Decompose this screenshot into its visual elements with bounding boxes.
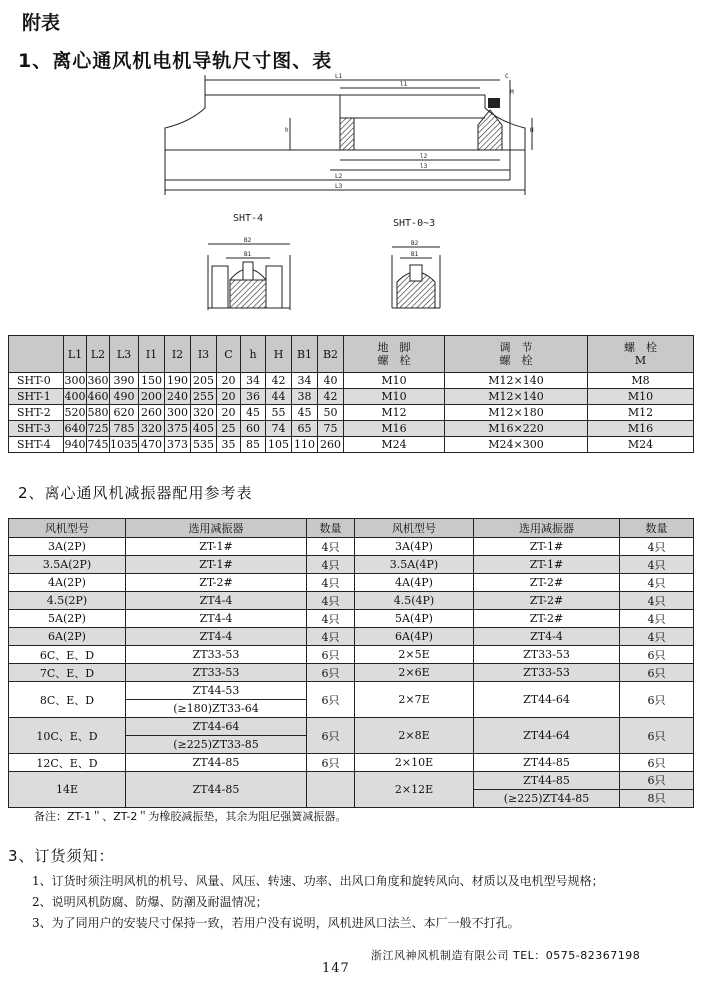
col-header: 风机型号 (9, 519, 126, 538)
table-cell: ZT33-53 (126, 664, 307, 682)
table-cell: ZT-2# (474, 592, 620, 610)
table-cell: 4只 (620, 592, 694, 610)
table-cell: SHT-0 (9, 373, 64, 389)
rail-dimension-drawing (0, 0, 705, 330)
table-cell: 8C、E、D (9, 682, 126, 718)
table-cell-line: (≥225)ZT44-85 (474, 789, 619, 807)
table-cell: 105 (266, 437, 292, 453)
table-cell: 6A(2P) (9, 628, 126, 646)
order-note: 1、订货时须注明风机的机号、风量、风压、转速、功率、出风口角度和旋转风向、材质以及电机型号规格； (32, 874, 604, 888)
table-cell: 4只 (307, 628, 355, 646)
table-cell: ZT-2# (474, 574, 620, 592)
table-row (9, 754, 694, 772)
table-cell: 300 (64, 374, 86, 387)
table-cell-line: (≥180)ZT33-64 (126, 699, 306, 717)
table-cell: SHT-4 (9, 437, 64, 453)
table-cell: M10 (344, 389, 445, 405)
section2-title: 2、离心通风机减振器配用参考表 (18, 484, 253, 502)
col-header: C (217, 336, 241, 373)
table-cell: ZT33-53 (474, 646, 620, 664)
table-cell: 6只 (620, 646, 694, 664)
table-cell: 320 (191, 405, 217, 421)
table-row (9, 718, 694, 754)
table-row (9, 373, 694, 389)
table-cell: 240 (165, 389, 191, 405)
table-cell: 6只 (620, 664, 694, 682)
view-label-sht0-3: SHT-0~3 (393, 218, 436, 229)
table-cell: 535 (191, 437, 217, 453)
order-note: 3、为了同用户的安装尺寸保持一致，若用户没有说明，风机进风口法兰、本厂一般不打孔。 (32, 916, 520, 930)
col-header (9, 336, 64, 373)
table-cell: 4只 (307, 610, 355, 628)
col-header: B1 (292, 336, 318, 373)
svg-text:L2: L2 (335, 173, 343, 180)
table-cell: 4只 (620, 628, 694, 646)
table-cell: 5A(2P) (9, 610, 126, 628)
table-cell: ZT44-64 (474, 718, 620, 754)
table-cell: 2×8E (355, 718, 474, 754)
table-row (9, 664, 694, 682)
table-cell: 3A(4P) (355, 538, 474, 556)
table-cell: SHT-3 (9, 421, 64, 437)
table-cell: 34 (292, 373, 318, 389)
table-cell: 7C、E、D (9, 664, 126, 682)
table-row (9, 592, 694, 610)
table-cell: M24 (344, 437, 445, 453)
table-cell: 55 (266, 405, 292, 421)
table-cell: ZT-2# (126, 574, 307, 592)
table-cell: 10C、E、D (9, 718, 126, 754)
table-row (9, 556, 694, 574)
col-header-bolt: 螺 栓 M (588, 336, 694, 373)
table-cell-line: 6只 (647, 774, 666, 787)
table-cell: ZT4-4 (126, 610, 307, 628)
table-cell: 12C、E、D (9, 754, 126, 772)
table-cell: 4只 (620, 574, 694, 592)
table-cell: 620 (110, 405, 139, 421)
table-cell: 4只 (307, 556, 355, 574)
table-cell: 6只 (620, 682, 694, 718)
table-cell: 50 (318, 405, 344, 421)
table-cell-line: ZT44-53 (192, 684, 240, 697)
table-cell: 2×6E (355, 664, 474, 682)
table-cell: 74 (266, 421, 292, 437)
table-cell: 205 (191, 373, 217, 389)
col-header: 选用减振器 (474, 519, 620, 538)
table-row (9, 389, 694, 405)
table-cell: 36 (241, 389, 266, 405)
table-cell: M16 (588, 421, 694, 437)
svg-text:l3: l3 (420, 163, 428, 170)
table-cell: 14E (9, 772, 126, 808)
table-cell: 6只 (307, 682, 355, 718)
rail-dimension-table (8, 335, 694, 453)
table-cell: M12 (588, 405, 694, 421)
table-row (9, 437, 694, 453)
section3-title: 3、订货须知： (8, 847, 115, 865)
col-header: I2 (165, 336, 191, 373)
table-cell: M10 (588, 389, 694, 405)
table-cell: SHT-2 (9, 405, 64, 421)
table-cell: 20 (217, 389, 241, 405)
damper-table (8, 518, 694, 808)
table-cell: M8 (588, 373, 694, 389)
table-row (9, 628, 694, 646)
table-cell: 580 (87, 406, 109, 419)
table-cell: 940 (64, 438, 86, 451)
table-cell: ZT44-85 (126, 754, 307, 772)
table-cell: 4只 (620, 610, 694, 628)
table-cell: 490 (110, 389, 139, 405)
col-header: I3 (191, 336, 217, 373)
col-header: 数量 (307, 519, 355, 538)
table-cell: 4只 (307, 538, 355, 556)
table-cell: ZT4-4 (126, 628, 307, 646)
table-cell: ZT-1# (126, 556, 307, 574)
table-cell: 85 (241, 437, 266, 453)
table-cell: 405 (191, 421, 217, 437)
table-cell: 785 (110, 421, 139, 437)
table-cell: 2×7E (355, 682, 474, 718)
table-cell-line: ZT44-64 (192, 720, 240, 733)
table-cell: 200 (139, 389, 165, 405)
view-label-sht4: SHT-4 (233, 213, 264, 224)
svg-text:B2: B2 (411, 240, 419, 247)
table-cell: 20 (217, 373, 241, 389)
note: 备注：ZT-1＂、ZT-2＂为橡胶减振垫，其余为阻尼强簧减振器。 (34, 810, 347, 823)
svg-text:C: C (505, 73, 509, 80)
table-row (9, 772, 694, 808)
col-header: L3 (110, 336, 139, 373)
table-cell: M16 (344, 421, 445, 437)
table-cell: 390 (110, 373, 139, 389)
table-cell: ZT44-85 (474, 754, 620, 772)
col-header: L2 (87, 336, 110, 373)
table-cell: 110 (292, 437, 318, 453)
table-cell-line: 8只 (620, 789, 693, 807)
svg-text:M: M (510, 89, 514, 96)
table-cell: 375 (165, 421, 191, 437)
svg-text:B1: B1 (411, 251, 419, 258)
table-cell (307, 772, 355, 808)
table-cell-split (474, 772, 620, 808)
table-cell: 4.5(4P) (355, 592, 474, 610)
table-cell: M24×300 (445, 437, 588, 453)
table-cell: M12×180 (445, 405, 588, 421)
table-cell: 6只 (307, 754, 355, 772)
table-cell: 4只 (620, 556, 694, 574)
table-cell: 6只 (620, 718, 694, 754)
footer-company: 浙江风神风机制造有限公司 TEL：0575-82367198 (371, 949, 641, 962)
table-cell: 38 (292, 389, 318, 405)
col-header: B2 (318, 336, 344, 373)
table-cell: 2×10E (355, 754, 474, 772)
table-cell: 44 (266, 389, 292, 405)
table-row (9, 646, 694, 664)
table-cell: 6只 (307, 664, 355, 682)
table-cell: ZT4-4 (474, 628, 620, 646)
table-cell: 1035 (110, 438, 138, 451)
table-cell: 2×5E (355, 646, 474, 664)
table-cell: 470 (139, 437, 165, 453)
table-cell: ZT-1# (474, 556, 620, 574)
table-cell: 260 (139, 405, 165, 421)
table-cell: M12×140 (445, 373, 588, 389)
svg-text:l2: l2 (420, 153, 428, 160)
table-cell: ZT33-53 (126, 646, 307, 664)
col-header: L1 (64, 336, 87, 373)
section1-title: 1、离心通风机电机导轨尺寸图、表 (18, 50, 333, 72)
col-header: 风机型号 (355, 519, 474, 538)
table-cell: 725 (87, 422, 109, 435)
svg-text:B1: B1 (244, 251, 252, 258)
col-header-adjust-bolt: 调 节 螺 栓 (445, 336, 588, 373)
col-header: H (266, 336, 292, 373)
table-cell: 320 (139, 421, 165, 437)
table-cell-line: ZT44-85 (523, 774, 570, 787)
svg-text:B2: B2 (244, 237, 252, 244)
table-cell: ZT4-4 (126, 592, 307, 610)
table-row (9, 610, 694, 628)
svg-text:l1: l1 (400, 81, 408, 88)
table-cell: 6C、E、D (9, 646, 126, 664)
table-cell: 400 (64, 390, 86, 403)
table-cell-split (126, 682, 307, 718)
svg-text:h: h (285, 127, 289, 134)
table-cell: 745 (87, 438, 109, 451)
table-cell: 255 (191, 389, 217, 405)
table-cell: 3.5A(2P) (9, 556, 126, 574)
table-cell-split (126, 718, 307, 754)
table-cell: 60 (241, 421, 266, 437)
table-cell: 45 (292, 405, 318, 421)
table-cell: 4A(2P) (9, 574, 126, 592)
table-cell: 190 (165, 373, 191, 389)
table-cell: M12 (344, 405, 445, 421)
table-cell: 42 (318, 389, 344, 405)
table-row (9, 682, 694, 718)
appendix-title: 附表 (22, 12, 61, 34)
table-cell: M12×140 (445, 389, 588, 405)
table-cell: ZT-1# (126, 538, 307, 556)
table-cell: 25 (217, 421, 241, 437)
table-cell: ZT33-53 (474, 664, 620, 682)
table-cell: SHT-1 (9, 389, 64, 405)
table-cell: 6只 (307, 718, 355, 754)
page-number: 147 (322, 961, 350, 976)
svg-text:L1: L1 (335, 73, 343, 80)
table-cell: 4只 (620, 538, 694, 556)
table-cell: ZT44-85 (126, 772, 307, 808)
table-cell: 3.5A(4P) (355, 556, 474, 574)
table-cell-line: (≥225)ZT33-85 (126, 735, 306, 753)
svg-text:L3: L3 (335, 183, 343, 190)
table-cell: 34 (241, 373, 266, 389)
table-cell: ZT44-64 (474, 682, 620, 718)
table-cell: 5A(4P) (355, 610, 474, 628)
table-cell: 260 (318, 437, 344, 453)
table-cell: 6只 (307, 646, 355, 664)
table-cell: 3A(2P) (9, 538, 126, 556)
table-cell: 4只 (307, 574, 355, 592)
table-cell: 373 (165, 437, 191, 453)
table-cell: 640 (64, 422, 86, 435)
col-header: 数量 (620, 519, 694, 538)
table-cell: 4A(4P) (355, 574, 474, 592)
table-row (9, 405, 694, 421)
table-cell: 150 (139, 373, 165, 389)
table-cell: 4只 (307, 592, 355, 610)
table-cell: 6A(4P) (355, 628, 474, 646)
col-header: h (241, 336, 266, 373)
table-cell: 20 (217, 405, 241, 421)
col-header: 选用减振器 (126, 519, 307, 538)
svg-text:H: H (530, 127, 534, 134)
table-cell: M24 (588, 437, 694, 453)
table-cell: M16×220 (445, 421, 588, 437)
table-cell: 300 (165, 405, 191, 421)
table-cell: 360 (87, 374, 109, 387)
table-cell-split (620, 772, 694, 808)
table-row (9, 421, 694, 437)
table-cell: 75 (318, 421, 344, 437)
table-cell: 460 (87, 390, 109, 403)
table-cell: 65 (292, 421, 318, 437)
table-cell: 45 (241, 405, 266, 421)
table-cell: ZT-1# (474, 538, 620, 556)
col-header-anchor-bolt: 地 脚 螺 栓 (344, 336, 445, 373)
table-row (9, 538, 694, 556)
table-cell: 40 (318, 373, 344, 389)
table-cell: 520 (64, 406, 86, 419)
table-cell: 6只 (620, 754, 694, 772)
table-cell: 4.5(2P) (9, 592, 126, 610)
table-cell: 42 (266, 373, 292, 389)
table-cell: ZT-2# (474, 610, 620, 628)
col-header: I1 (139, 336, 165, 373)
table-row (9, 574, 694, 592)
table-cell: M10 (344, 373, 445, 389)
table-cell: 2×12E (355, 772, 474, 808)
table-cell: 35 (217, 437, 241, 453)
order-note: 2、说明风机防腐、防爆、防潮及耐温情况； (32, 895, 268, 909)
